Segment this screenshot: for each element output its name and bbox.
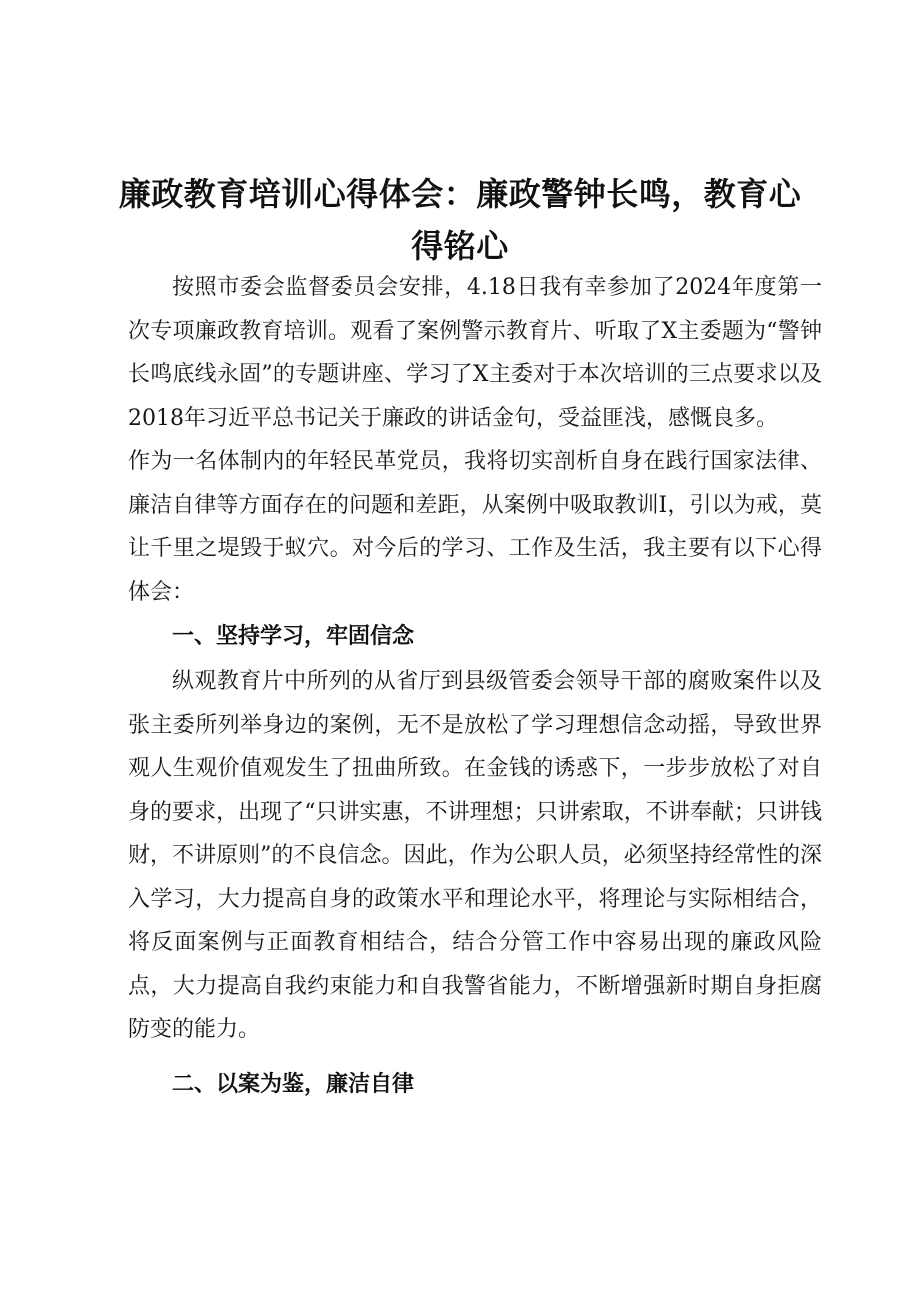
section-2-heading: 二、以案为鉴，廉洁自律	[172, 1071, 415, 1097]
section-1-heading: 一、坚持学习，牢固信念	[172, 624, 415, 649]
document-body	[128, 266, 822, 1108]
commitment-paragraph: 作为一名体制内的年轻民革党员，我将切实剖析自身在践行国家法律、廉洁自律等方面存在的问题和差距，从案例中吸取教训I，引以为戒，莫让千里之堤毁于蚁穴。对今后的学习、工作及生活，我主要有以下心得体会：	[128, 449, 822, 605]
section-1-paragraph: 纵观教育片中所列的从省厅到县级管委会领导干部的腐败案件以及张主委所列举身边的案例，无不是放松了学习理想信念动摇，导致世界观人生观价值观发生了扭曲所致。在金钱的诱惑下，一步步放松了对自身的要求，出现了“只讲实惠，不讲理想；只讲索取，不讲奉献；只讲钱财，不讲原则”的不良信念。因此，作为公职人员，必须坚持经常性的深入学习，大力提高自身的政策水平和理论水平，将理论与实际相结合，将反面案例与正面教育相结合，结合分管工作中容易出现的廉政风险点，大力提高自我约束能力和自我警省能力，不断增强新时期自身拒腐防变的能力。	[128, 669, 822, 1042]
intro-paragraph: 按照市委会监督委员会安排，4.18日我有幸参加了2024年度第一次专项廉政教育培训。观看了案例警示教育片、听取了X主委题为“警钟长鸣底线永固”的专题讲座、学习了X主委对于本次培训的三点要求以及2018年习近平总书记关于廉政的讲话金句，受益匪浅，感慨良多。	[128, 275, 822, 431]
document-title: 廉政教育培训心得体会：廉政警钟长鸣，教育心得铭心	[118, 175, 802, 265]
